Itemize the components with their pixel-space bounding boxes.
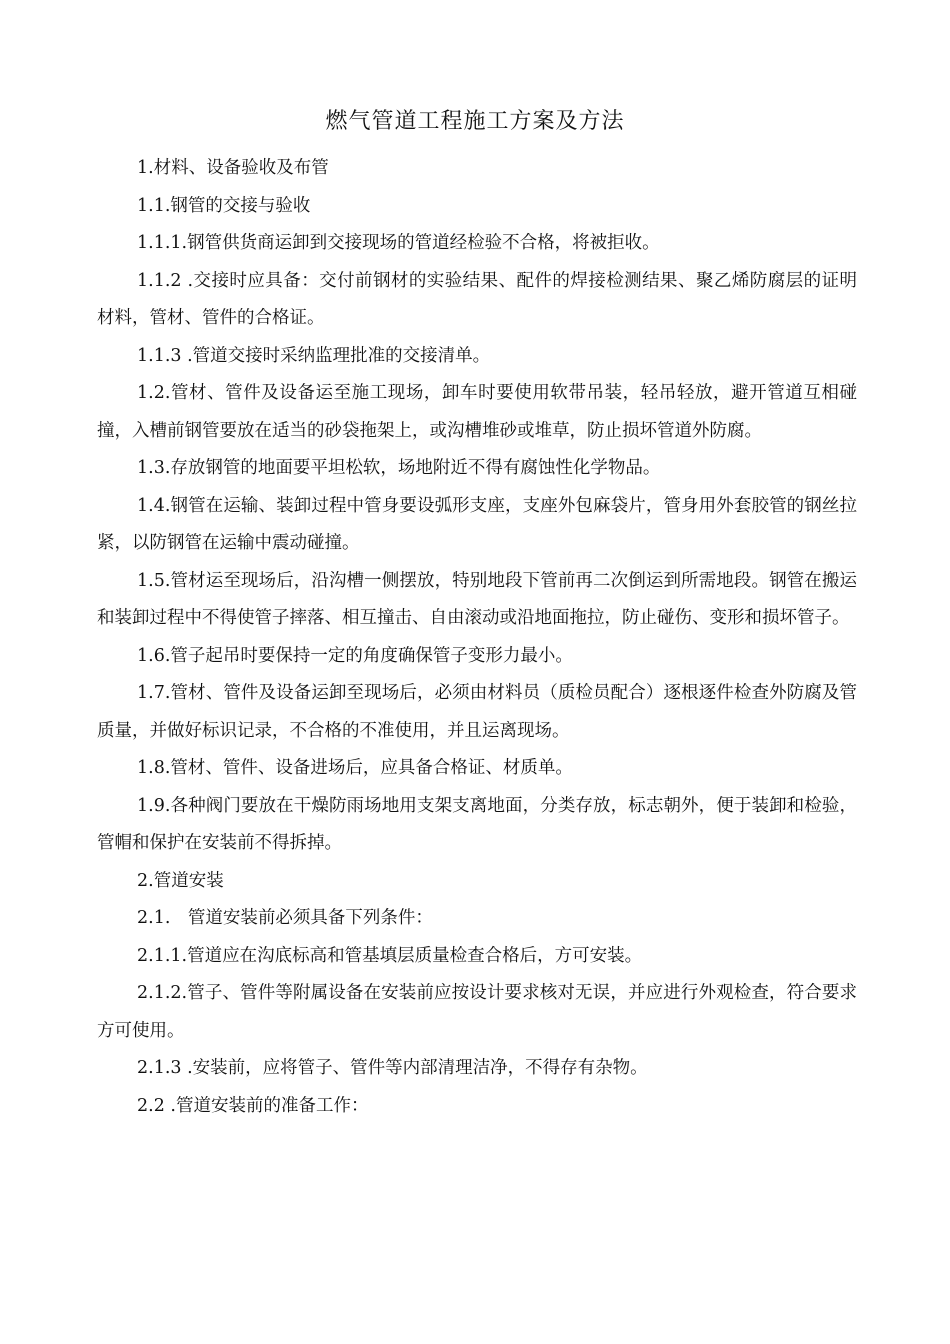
- subsection-heading: 2.1. 管道安装前必须具备下列条件：: [137, 908, 433, 928]
- document-body: [97, 150, 857, 1125]
- paragraph: 1.9.各种阀门要放在干燥防雨场地用支架支离地面，分类存放，标志朝外，便于装卸和检验，管帽和保护在安装前不得拆掉。: [97, 795, 857, 853]
- document-title: 燃气管道工程施工方案及方法: [325, 109, 625, 134]
- paragraph: 1.2.管材、管件及设备运至施工现场，卸车时要使用软带吊装，轻吊轻放，避开管道互相碰撞，入槽前钢管要放在适当的砂袋拖架上，或沟槽堆砂或堆草，防止损坏管道外防腐。: [97, 383, 857, 441]
- paragraph: 1.4.钢管在运输、装卸过程中管身要设弧形支座，支座外包麻袋片，管身用外套胶管的钢丝拉紧，以防钢管在运输中震动碰撞。: [97, 495, 857, 553]
- paragraph: 1.1.1.钢管供货商运卸到交接现场的管道经检验不合格，将被拒收。: [137, 233, 660, 253]
- subsection-heading: 1.1.钢管的交接与验收: [137, 195, 311, 216]
- paragraph: 2.1.1.管道应在沟底标高和管基填层质量检查合格后，方可安装。: [137, 945, 643, 966]
- paragraph: 1.1.2 .交接时应具备：交付前钢材的实验结果、配件的焊接检测结果、聚乙烯防腐层的证明材料，管材、管件的合格证。: [97, 270, 857, 328]
- paragraph: 2.1.3 .安装前，应将管子、管件等内部清理洁净，不得存有杂物。: [137, 1058, 648, 1078]
- paragraph: 1.3.存放钢管的地面要平坦松软，场地附近不得有腐蚀性化学物品。: [137, 458, 661, 478]
- paragraph: 1.1.3 .管道交接时采纳监理批准的交接清单。: [137, 345, 491, 366]
- paragraph: 2.1.2.管子、管件等附属设备在安装前应按设计要求核对无误，并应进行外观检查，符合要求方可使用。: [97, 983, 857, 1041]
- paragraph: 1.5.管材运至现场后，沿沟槽一侧摆放，特别地段下管前再二次倒运到所需地段。钢管在搬运和装卸过程中不得使管子摔落、相互撞击、自由滚动或沿地面拖拉，防止碰伤、变形和损坏管子。: [97, 570, 857, 628]
- paragraph: 1.8.管材、管件、设备进场后，应具备合格证、材质单。: [137, 758, 573, 778]
- paragraph: 1.7.管材、管件及设备运卸至现场后，必须由材料员（质检员配合）逐根逐件检查外防腐及管质量，并做好标识记录，不合格的不准使用，并且运离现场。: [97, 683, 857, 741]
- subsection-heading: 2.2 .管道安装前的准备工作：: [137, 1095, 369, 1116]
- section-heading: 1.材料、设备验收及布管: [137, 158, 329, 178]
- paragraph: 1.6.管子起吊时要保持一定的角度确保管子变形力最小。: [137, 645, 573, 666]
- section-heading: 2.管道安装: [137, 870, 224, 891]
